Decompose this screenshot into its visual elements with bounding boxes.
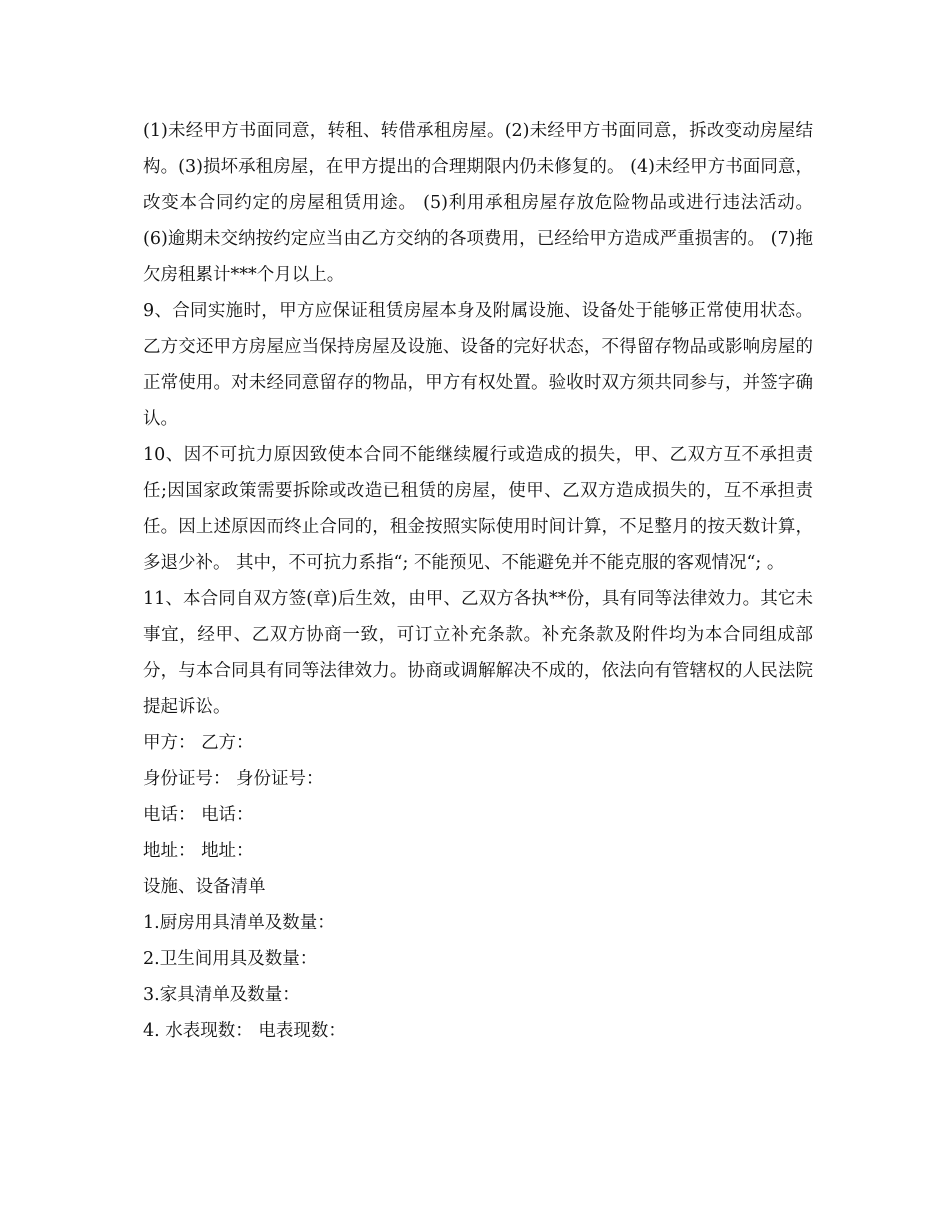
- inventory-item-bathroom: 2.卫生间用具及数量：: [143, 949, 318, 969]
- inventory-title: 设施、设备清单: [143, 877, 266, 897]
- document-page: [143, 113, 813, 1049]
- signature-id-line: 身份证号： 身份证号：: [143, 769, 324, 789]
- signature-party-line: 甲方： 乙方：: [143, 733, 254, 753]
- inventory-item-meters: 4. 水表现数： 电表现数：: [143, 1021, 346, 1041]
- clause-11: 11、本合同自双方签(章)后生效，由甲、乙双方各执**份，具有同等法律效力。其它未事宜，经甲、乙双方协商一致，可订立补充条款。补充条款及附件均为本合同组成部分，与本合同具有同等法律效力。协商或调解解决不成的，依法向有管辖权的人民法院提起诉讼。: [143, 589, 813, 717]
- signature-phone-line: 电话： 电话：: [143, 805, 254, 825]
- signature-address-line: 地址： 地址：: [143, 841, 254, 861]
- clause-10: 10、因不可抗力原因致使本合同不能继续履行或造成的损失，甲、乙双方互不承担责任;因国家政策需要拆除或改造已租赁的房屋，使甲、乙双方造成损失的，互不承担责任。因上述原因而终止合同的，租金按照实际使用时间计算，不足整月的按天数计算，多退少补。 其中，不可抗力系指“; 不能预见、不能避免并不能克服的客观情况“; 。: [143, 445, 813, 573]
- clause-termination-conditions: (1)未经甲方书面同意，转租、转借承租房屋。(2)未经甲方书面同意，拆改变动房屋结构。(3)损坏承租房屋，在甲方提出的合理期限内仍未修复的。 (4)未经甲方书面同意，改变本合同约定的房屋租赁用途。 (5)利用承租房屋存放危险物品或进行违法活动。 (6)逾期未交纳按约定应当由乙方交纳的各项费用，已经给甲方造成严重损害的。 (7)拖欠房租累计***个月以上。: [143, 121, 813, 285]
- inventory-item-kitchen: 1.厨房用具清单及数量：: [143, 913, 335, 933]
- clause-9: 9、合同实施时，甲方应保证租赁房屋本身及附属设施、设备处于能够正常使用状态。乙方交还甲方房屋应当保持房屋及设施、设备的完好状态，不得留存物品或影响房屋的正常使用。对未经同意留存的物品，甲方有权处置。验收时双方须共同参与，并签字确认。: [143, 301, 813, 429]
- inventory-item-furniture: 3.家具清单及数量：: [143, 985, 300, 1005]
